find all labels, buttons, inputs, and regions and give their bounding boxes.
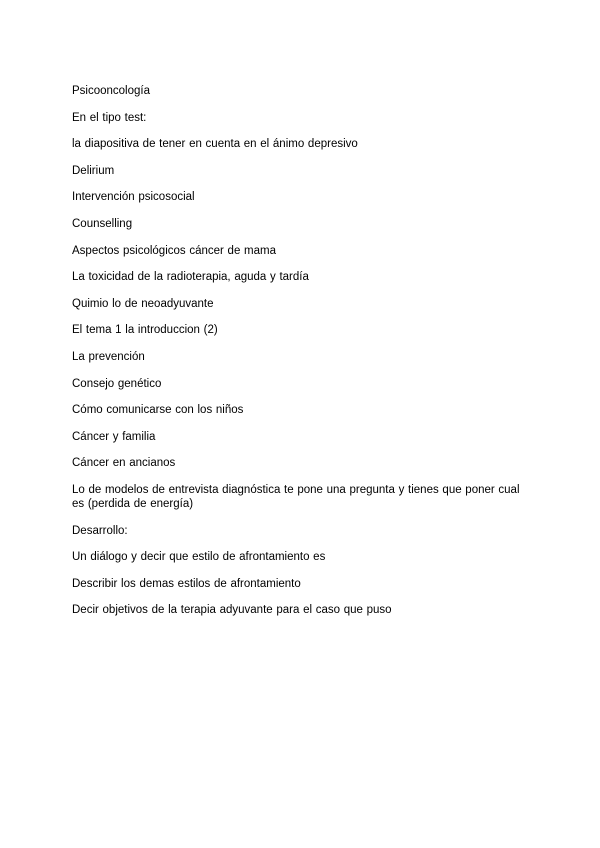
- paragraph: La prevención: [72, 350, 145, 363]
- section-heading-desarrollo: Desarrollo:: [72, 524, 128, 537]
- section-heading-test: En el tipo test:: [72, 111, 147, 124]
- paragraph: Un diálogo y decir que estilo de afrontamiento es: [72, 551, 326, 564]
- document-title: Psicooncología: [72, 85, 150, 97]
- paragraph: Describir los demas estilos de afrontamiento: [72, 577, 301, 590]
- paragraph: Decir objetivos de la terapia adyuvante para el caso que puso: [72, 604, 392, 617]
- paragraph: Counselling: [72, 217, 133, 230]
- paragraph: Cáncer y familia: [72, 430, 156, 443]
- paragraph: Consejo genético: [72, 377, 162, 390]
- paragraph: Delirium: [72, 164, 115, 177]
- paragraph: Cáncer en ancianos: [72, 457, 176, 470]
- paragraph: Cómo comunicarse con los niños: [72, 404, 244, 417]
- paragraph: El tema 1 la introduccion (2): [72, 324, 218, 337]
- paragraph: Aspectos psicológicos cáncer de mama: [72, 244, 276, 257]
- paragraph: Intervención psicosocial: [72, 191, 195, 204]
- paragraph: La toxicidad de la radioterapia, aguda y tardía: [72, 271, 309, 284]
- paragraph: Quimio lo de neoadyuvante: [72, 297, 214, 310]
- document-body: [72, 84, 532, 630]
- paragraph: Lo de modelos de entrevista diagnóstica te pone una pregunta y tienes que poner cual es (perdida de energía): [72, 483, 520, 510]
- paragraph: la diapositiva de tener en cuenta en el ánimo depresivo: [72, 138, 358, 151]
